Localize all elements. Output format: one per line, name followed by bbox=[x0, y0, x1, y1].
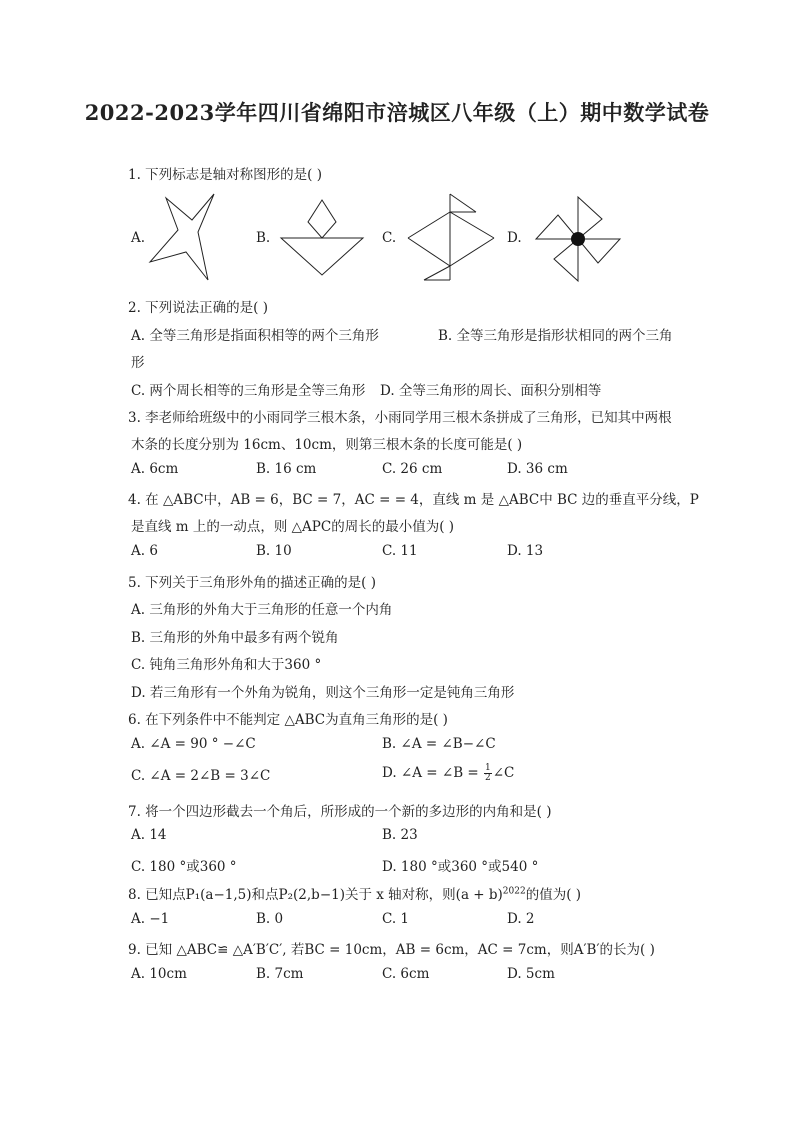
q6-option-d bbox=[382, 764, 514, 783]
q3-line-1: 3. 李老师给班级中的小雨同学三根木条，小雨同学用三根木条拼成了三角形，已知其中两根 bbox=[128, 410, 672, 426]
q2-option-b: B. 全等三角形是指形状相同的两个三角 bbox=[438, 328, 673, 344]
q4-option-b: B. 10 bbox=[256, 543, 292, 559]
q6-option-d-prefix: D. ∠A = ∠B = bbox=[382, 765, 484, 781]
q2-option-c: C. 两个周长相等的三角形是全等三角形 bbox=[131, 383, 366, 399]
q3-option-d: D. 36 cm bbox=[507, 461, 568, 477]
q1-option-c-figure bbox=[404, 190, 496, 282]
q1-option-a-figure bbox=[148, 190, 220, 282]
q4-line-2: 是直线 m 上的一动点，则 △APC的周长的最小值为( ) bbox=[131, 519, 455, 535]
q3-line-2: 木条的长度分别为 16cm、10cm，则第三根木条的长度可能是( ) bbox=[131, 437, 523, 453]
q4-option-a: A. 6 bbox=[131, 543, 158, 559]
q2-option-d: D. 全等三角形的周长、面积分别相等 bbox=[380, 383, 602, 399]
q5-stem: 5. 下列关于三角形外角的描述正确的是( ) bbox=[128, 575, 376, 591]
q8-option-a: A. −1 bbox=[131, 911, 170, 927]
q3-option-a: A. 6cm bbox=[131, 461, 179, 477]
q6-option-a: A. ∠A = 90 ° −∠C bbox=[131, 736, 256, 752]
q1-option-d-label: D. bbox=[507, 230, 522, 246]
q1-option-b-figure bbox=[278, 196, 366, 278]
exam-title: 2022-2023学年四川省绵阳市涪城区八年级（上）期中数学试卷 bbox=[84, 100, 710, 125]
q8-option-d: D. 2 bbox=[507, 911, 535, 927]
q6-option-c: C. ∠A = 2∠B = 3∠C bbox=[131, 768, 271, 784]
q4-option-d: D. 13 bbox=[507, 543, 544, 559]
q1-option-c-label: C. bbox=[382, 230, 397, 246]
q1-option-d-figure bbox=[532, 193, 622, 285]
q9-option-d: D. 5cm bbox=[507, 966, 555, 982]
one-half-fraction bbox=[484, 764, 492, 783]
q8-exponent: 2022 bbox=[502, 886, 526, 897]
q1-option-a-label: A. bbox=[131, 230, 146, 246]
q8-stem bbox=[128, 883, 581, 903]
q6-stem: 6. 在下列条件中不能判定 △ABC为直角三角形的是( ) bbox=[128, 712, 448, 728]
q7-option-c: C. 180 °或360 ° bbox=[131, 859, 237, 875]
q8-option-c: C. 1 bbox=[382, 911, 410, 927]
q7-option-a: A. 14 bbox=[131, 827, 167, 843]
q3-option-c: C. 26 cm bbox=[382, 461, 443, 477]
q7-option-b: B. 23 bbox=[382, 827, 418, 843]
q2-option-a: A. 全等三角形是指面积相等的两个三角形 bbox=[131, 328, 379, 344]
q2-option-b-wrap: 形 bbox=[131, 355, 145, 371]
q9-stem: 9. 已知 △ABC≌ △A′B′C′, 若BC = 10cm，AB = 6cm，AC = 7cm，则A′B′的长为( ) bbox=[128, 942, 655, 958]
q5-option-a: A. 三角形的外角大于三角形的任意一个内角 bbox=[131, 602, 393, 618]
fraction-numerator: 1 bbox=[485, 763, 491, 773]
q9-option-a: A. 10cm bbox=[131, 966, 187, 982]
q8-stem-suffix: 的值为( ) bbox=[525, 887, 582, 903]
q6-option-d-suffix: ∠C bbox=[492, 765, 515, 781]
q5-option-d: D. 若三角形有一个外角为锐角，则这个三角形一定是钝角三角形 bbox=[131, 685, 515, 701]
q9-option-b: B. 7cm bbox=[256, 966, 304, 982]
q8-option-b: B. 0 bbox=[256, 911, 284, 927]
q4-option-c: C. 11 bbox=[382, 543, 418, 559]
q5-option-b: B. 三角形的外角中最多有两个锐角 bbox=[131, 630, 339, 646]
q5-option-c: C. 钝角三角形外角和大于360 ° bbox=[131, 657, 322, 673]
q2-stem: 2. 下列说法正确的是( ) bbox=[128, 300, 268, 316]
q1-stem: 1. 下列标志是轴对称图形的是( ) bbox=[128, 167, 322, 183]
q6-option-b: B. ∠A = ∠B−∠C bbox=[382, 736, 496, 752]
q9-option-c: C. 6cm bbox=[382, 966, 430, 982]
fraction-denominator: 2 bbox=[485, 773, 491, 783]
q4-line-1: 4. 在 △ABC中，AB = 6，BC = 7，AC = = 4，直线 m 是 △ABC中 BC 边的垂直平分线，P bbox=[128, 492, 699, 508]
q8-stem-prefix: 8. 已知点P₁(a−1,5)和点P₂(2,b−1)关于 x 轴对称，则(a + b) bbox=[128, 887, 503, 903]
q7-stem: 7. 将一个四边形截去一个角后，所形成的一个新的多边形的内角和是( ) bbox=[128, 804, 552, 820]
q1-option-b-label: B. bbox=[256, 230, 271, 246]
q7-option-d: D. 180 °或360 °或540 ° bbox=[382, 859, 539, 875]
q3-option-b: B. 16 cm bbox=[256, 461, 317, 477]
